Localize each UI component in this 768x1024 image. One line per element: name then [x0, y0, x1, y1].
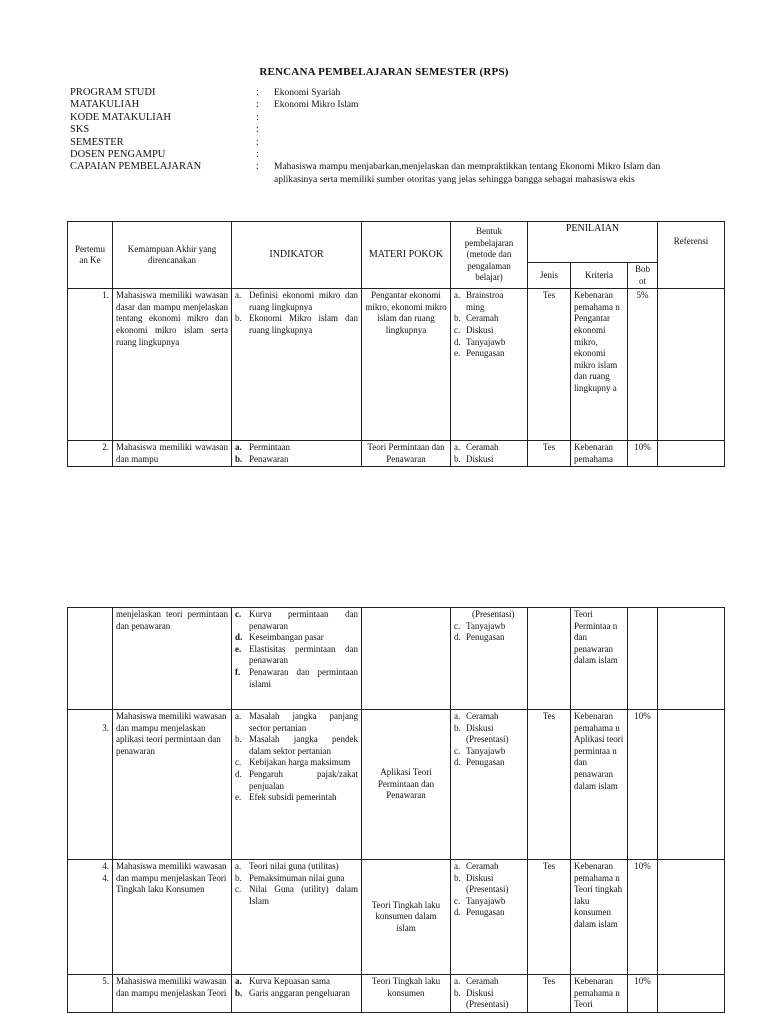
row-kemampuan: Mahasiswa memiliki wawasan dan mampu menjelaskan Teori [113, 975, 232, 1013]
header-pertemuan: Pertemu an Ke [68, 222, 113, 289]
row-kemampuan: Mahasiswa memiliki wawasan dan mampu menjelaskan Teori Tingkah laku Konsumen [113, 860, 232, 975]
row-materi: Teori Tingkah laku konsumen dalam islam [362, 860, 451, 975]
list-item: c. Tanyajawb [454, 620, 506, 631]
header-penilaian: PENILAIAN [528, 222, 658, 263]
row-bobot: 10% [628, 975, 658, 1013]
list-item: a. Kurva Kepuasan sama [235, 976, 330, 986]
row-indikator [232, 710, 362, 860]
list-item: b. Masalah jangka pendek dalam sektor pertanian [235, 734, 358, 756]
header-kriteria: Kriteria [571, 263, 628, 289]
row-referensi [658, 975, 725, 1013]
row-jenis: Tes [528, 975, 571, 1013]
header-jenis: Jenis [528, 263, 571, 289]
row-bentuk [451, 860, 528, 975]
row-kemampuan: Mahasiswa memiliki wawasan dan mampu menjelaskan aplikasi teori permintaan dan penawaran [113, 710, 232, 860]
row-indikator [232, 441, 362, 467]
row-number: 4. 4. [68, 860, 113, 975]
row-bobot: 5% [628, 289, 658, 441]
list-item: a. Definisi ekonomi mikro dan ruang lingkupnya [235, 290, 358, 312]
row-number [68, 608, 113, 710]
row-number: 3. [68, 710, 113, 860]
table-row [68, 289, 725, 441]
list-item: d. Penugasan [454, 757, 505, 768]
row-number: 1. [68, 289, 113, 441]
list-item: a. Brainstroa ming [454, 290, 504, 312]
list-item: e. Elastisitas permintaan dan penawaran [235, 643, 358, 666]
list-item: a. Masalah jangka panjang sector pertanian [235, 711, 358, 733]
row-materi [362, 608, 451, 710]
row-bentuk [451, 441, 528, 467]
list-item: b. Garis anggaran pengeluaran [235, 987, 350, 998]
row-indikator [232, 860, 362, 975]
row-bentuk [451, 289, 528, 441]
list-item: a. Permintaan [235, 442, 290, 453]
list-item: c. Diskusi [454, 324, 494, 335]
row-kriteria: Kebenaran pemahama n Teori tingkah laku konsumen dalam islam [571, 860, 628, 975]
list-item: a. Teori nilai guna (utilitas) [235, 861, 339, 871]
row-kriteria: Kebenaran pemahama n Pengantar ekonomi mikro, ekonomi mikro islam dan ruang lingkupny a [571, 289, 628, 441]
list-item: c. Kebijakan harga maksimum [235, 757, 351, 768]
row-bentuk [451, 710, 528, 860]
list-item: a. Ceramah [454, 442, 499, 453]
row-number-duplicate: 4. [102, 872, 109, 883]
list-item: e. Penugasan [454, 348, 505, 359]
table-row [68, 860, 725, 975]
row-materi: Teori Permintaan dan Penawaran [362, 441, 451, 467]
meta-capaian-pembelajaran: CAPAIAN PEMBELAJARAN : Mahasiswa mampu menjabarkan,menjelaskan dan mempraktikkan tentang Ekonomi Mikro Islam dan aplikasinya serta memiliki sumber otoritas yang jelas sehingga bangga sebagai mahasiswa ekis [70, 161, 661, 185]
row-materi: Aplikasi Teori Permintaan dan Penawaran [362, 710, 451, 860]
list-item: b. Diskusi (Presentasi) [454, 987, 509, 1010]
list-item: d. Keseimbangan pasar [235, 632, 324, 643]
list-item: b. Diskusi (Presentasi) [454, 722, 509, 745]
row-kemampuan: menjelaskan teori permintaan dan penawaran [113, 608, 232, 710]
row-indikator [232, 608, 362, 710]
row-bobot: 10% [628, 441, 658, 467]
header-bobot: Bob ot [628, 263, 658, 289]
list-item: a. Ceramah [454, 976, 499, 986]
row-number: 5. [68, 975, 113, 1013]
list-item: d. Pengaruh pajak/zakat penjualan [235, 768, 358, 791]
list-item: c. Kurva permintaan dan penawaran [235, 609, 358, 631]
row-bentuk [451, 608, 528, 710]
list-item: b. Ekonomi Mikro islam dan ruang lingkupnya [235, 313, 358, 335]
row-referensi [658, 289, 725, 441]
row-indikator [232, 289, 362, 441]
meta-matakuliah: MATAKULIAH : Ekonomi Mikro Islam [70, 99, 359, 111]
list-item: b. Pemaksimuman nilai guna [235, 872, 345, 883]
row-bobot: 10% [628, 710, 658, 860]
list-item: d. Tanyajawb [454, 336, 506, 347]
list-item: c. Tanyajawb [454, 745, 506, 756]
table-row [68, 608, 725, 710]
table-row [68, 441, 725, 467]
row-referensi [658, 710, 725, 860]
row-bentuk [451, 975, 528, 1013]
table-row [68, 975, 725, 1013]
list-item: b. Diskusi [454, 453, 494, 464]
rps-table-page-1 [67, 221, 725, 467]
list-item: d. Penugasan [454, 907, 505, 918]
row-kriteria: Kebenaran pemahama [571, 441, 628, 467]
row-kemampuan: Mahasiswa memiliki wawasan dan mampu [113, 441, 232, 467]
list-item: a. Ceramah [454, 861, 499, 871]
list-item: (Presentasi) [472, 609, 515, 619]
header-bentuk: Bentuk pembelajaran (metode dan pengalaman belajar) [451, 222, 528, 289]
list-item: c. Tanyajawb [454, 895, 506, 906]
meta-dosen-pengampu: DOSEN PENGAMPU : [70, 149, 259, 161]
row-indikator [232, 975, 362, 1013]
list-item: c. Nilai Guna (utility) dalam Islam [235, 884, 358, 906]
meta-program-studi: PROGRAM STUDI : Ekonomi Syariah [70, 87, 341, 98]
list-item: b. Penawaran [235, 453, 289, 464]
meta-kode-matakuliah: KODE MATAKULIAH : [70, 111, 259, 123]
list-item: f. Penawaran dan permintaan islami [235, 666, 358, 689]
row-jenis: Tes [528, 441, 571, 467]
meta-semester: SEMESTER : [70, 136, 259, 148]
course-info [70, 87, 704, 186]
row-jenis [528, 608, 571, 710]
header-kemampuan: Kemampuan Akhir yang direncanakan [113, 222, 232, 289]
header-indikator: INDIKATOR [232, 222, 362, 289]
row-number: 2. [68, 441, 113, 467]
row-bobot: 10% [628, 860, 658, 975]
row-materi: Teori Tingkah laku konsumen [362, 975, 451, 1013]
meta-sks: SKS : [70, 124, 259, 136]
list-item: d. Penugasan [454, 632, 505, 643]
row-jenis: Tes [528, 710, 571, 860]
row-referensi [658, 860, 725, 975]
row-kriteria: Kebenaran pemahama n Teori [571, 975, 628, 1013]
table-row [68, 710, 725, 860]
list-item: b. Diskusi (Presentasi) [454, 872, 509, 895]
row-kemampuan: Mahasiswa memiliki wawasan dasar dan mampu menjelaskan tentang ekonomi mikro dan ekonomi mikro islam serta ruang lingkupnya [113, 289, 232, 441]
row-jenis: Tes [528, 289, 571, 441]
list-item: b. Ceramah [454, 313, 499, 324]
list-item: e. Efek subsidi pemerintah [235, 792, 337, 803]
header-referensi: Referensi [658, 222, 725, 289]
row-referensi [658, 441, 725, 467]
row-bobot [628, 608, 658, 710]
row-materi: Pengantar ekonomi mikro, ekonomi mikro islam dan ruang lingkupnya [362, 289, 451, 441]
list-item: a. Ceramah [454, 711, 499, 721]
document-title: RENCANA PEMBELAJARAN SEMESTER (RPS) [259, 66, 509, 78]
row-kriteria: Teori Permintaa n dan penawaran dalam islam [571, 608, 628, 710]
row-jenis: Tes [528, 860, 571, 975]
header-materi: MATERI POKOK [362, 222, 451, 289]
row-kriteria: Kebenaran pemahama n Aplikasi teori permintaa n dan penawaran dalam islam [571, 710, 628, 860]
row-referensi [658, 608, 725, 710]
rps-table-page-2 [67, 607, 725, 1013]
